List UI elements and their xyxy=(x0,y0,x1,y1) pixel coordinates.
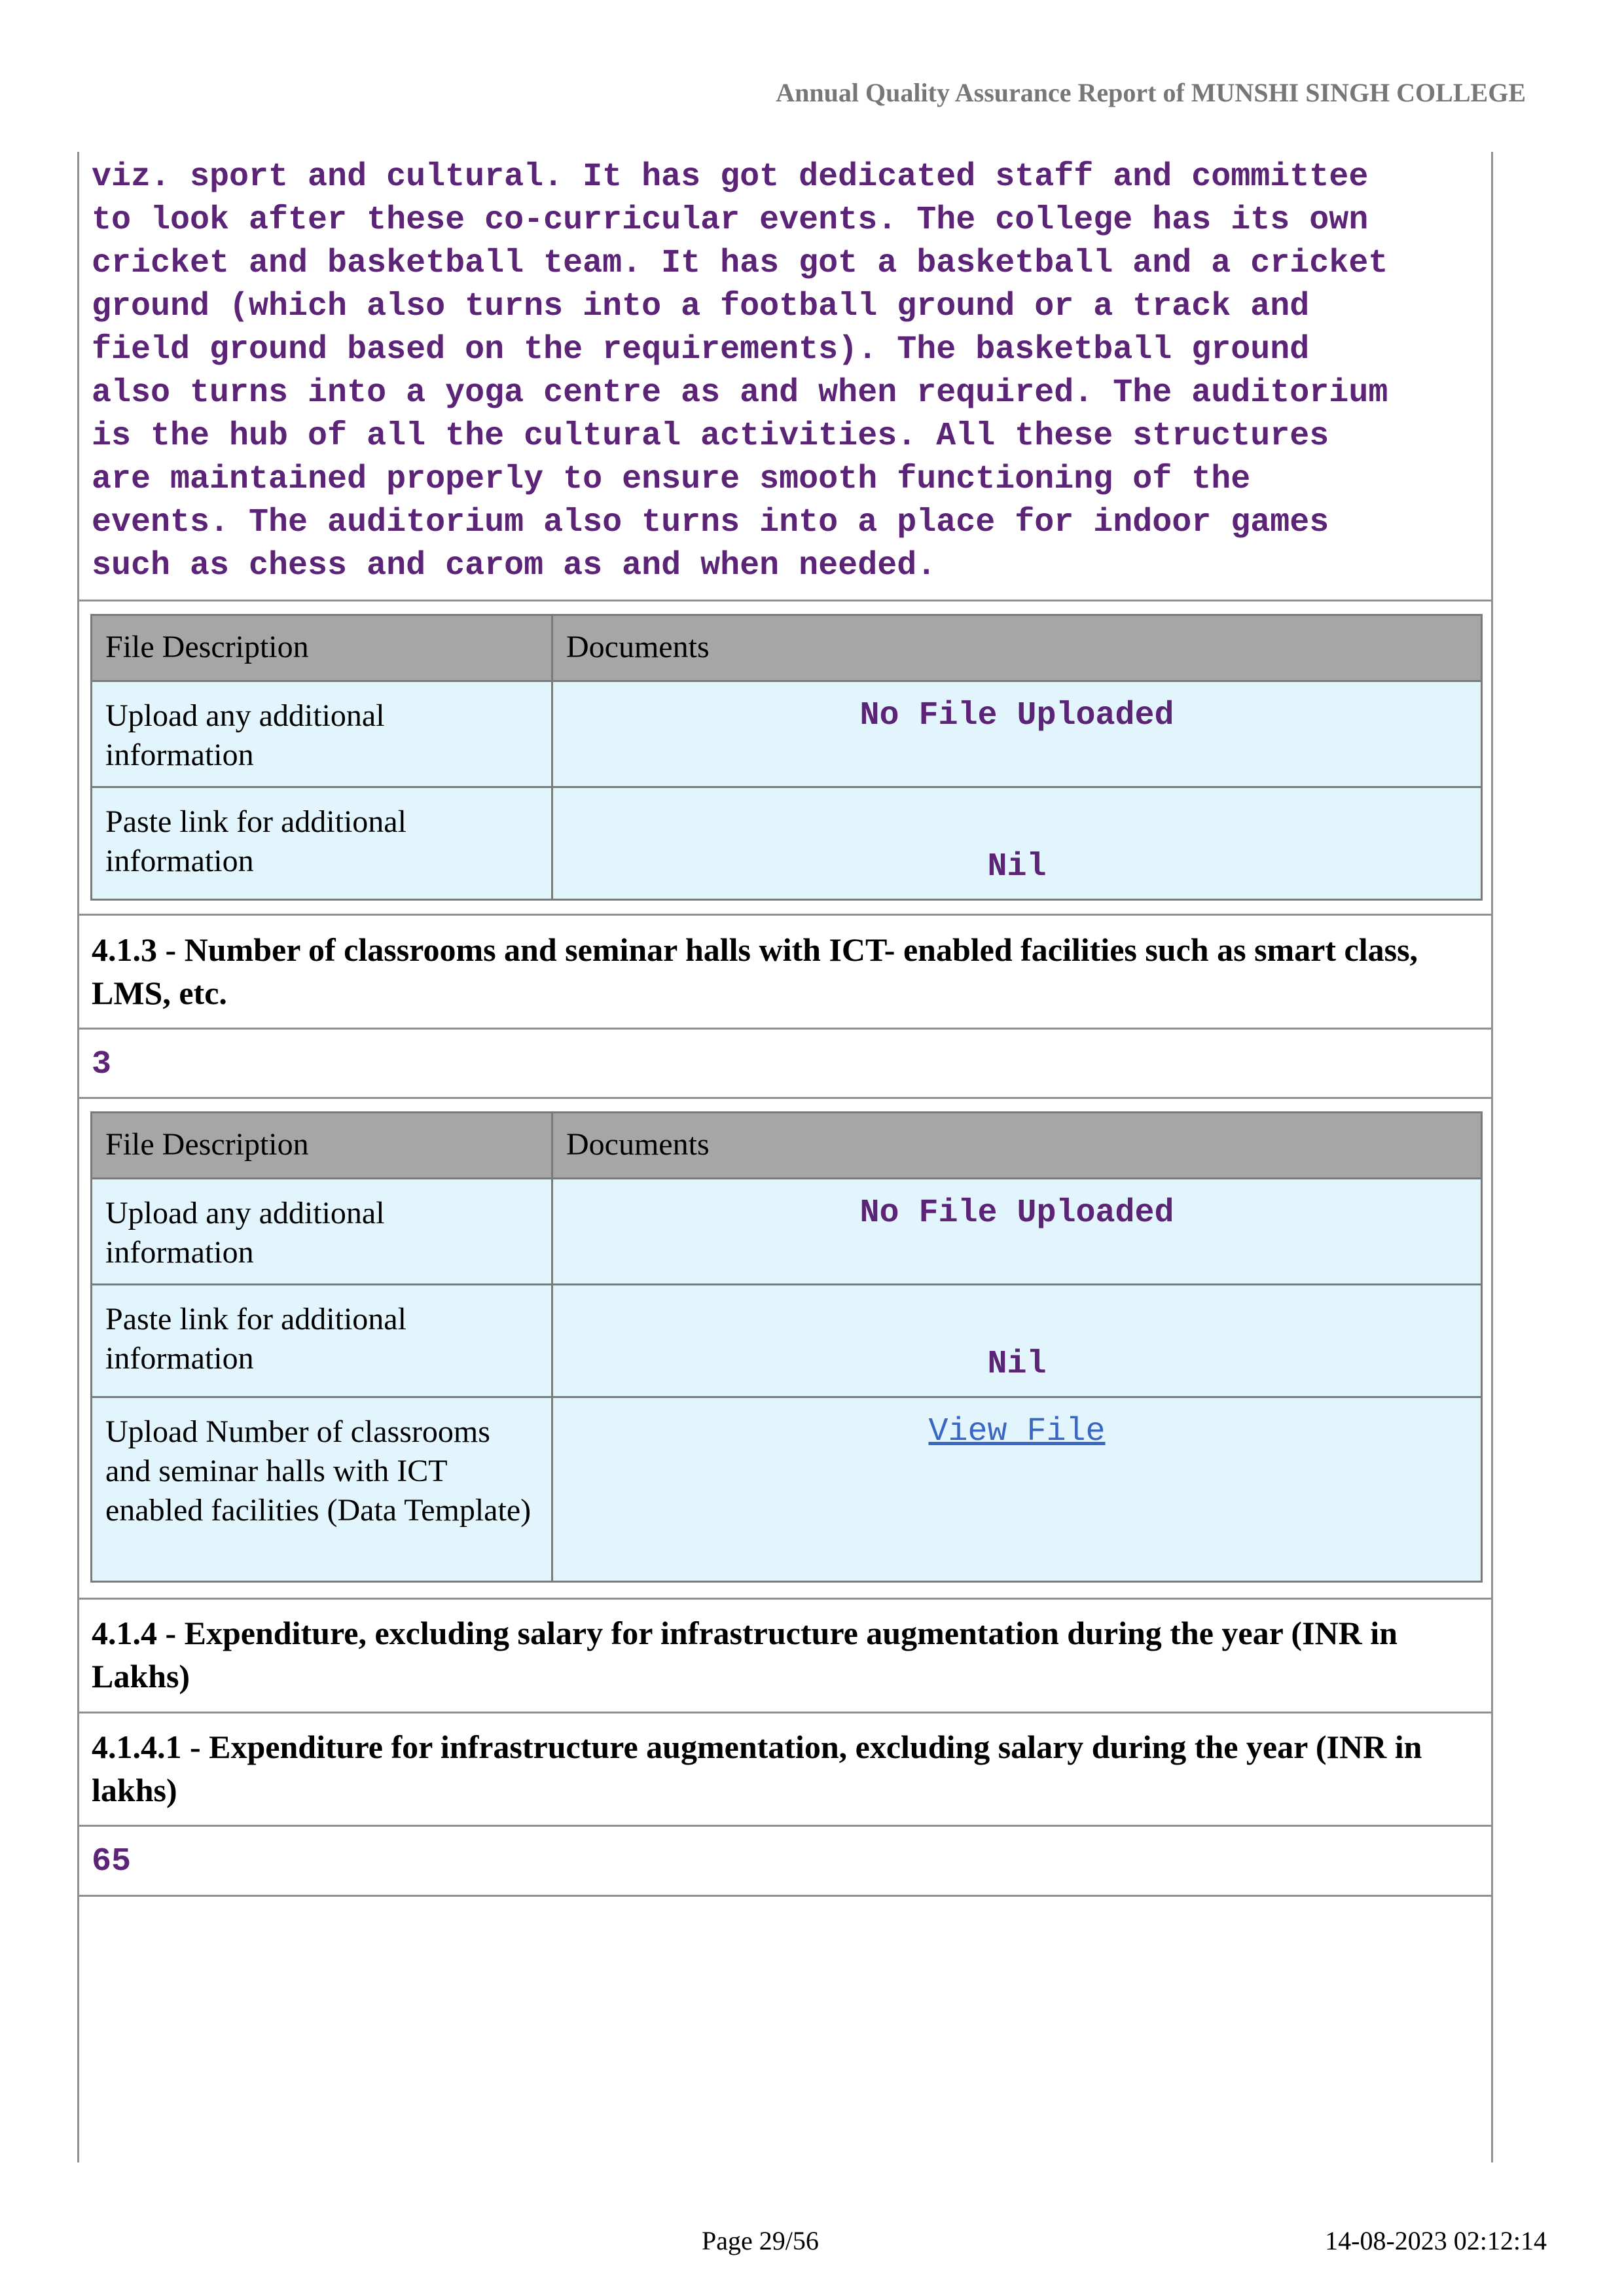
intro-paragraph: viz. sport and cultural. It has got dedicated staff and committee to look after these co-curricular events. The college has its own cricket and basketball team. It has got a basketball and a cricket ground (which also turns into a football ground or a track and field ground based on the requirements). The basketball ground also turns into a yoga centre as and when required. The auditorium is the hub of all the cultural activities. All these structures are maintained properly to ensure smooth functioning of the events. The auditorium also turns into a place for indoor games such as chess and carom as and when needed. xyxy=(92,158,1388,584)
file-description: Paste link for additional information xyxy=(92,787,552,900)
timestamp: 14-08-2023 02:12:14 xyxy=(1325,2226,1547,2255)
view-file-link[interactable]: View File xyxy=(552,1397,1482,1582)
question-4-1-4: 4.1.4 - Expenditure, excluding salary for infrastructure augmentation during the year (INR in Lakhs) xyxy=(92,1615,1398,1695)
file-description: Upload any additional information xyxy=(92,1179,552,1285)
file-table-2 xyxy=(90,1111,1483,1583)
divider xyxy=(77,1825,1493,1827)
table-row xyxy=(92,681,1482,787)
file-description: Upload any additional information xyxy=(92,681,552,787)
table-row xyxy=(92,1397,1482,1582)
col-file-description: File Description xyxy=(92,615,552,681)
divider xyxy=(77,1097,1493,1099)
divider xyxy=(77,1895,1493,1897)
table-row xyxy=(92,1285,1482,1397)
table-header-row xyxy=(92,1113,1482,1179)
document-link: Nil xyxy=(552,1285,1482,1397)
col-documents: Documents xyxy=(552,615,1482,681)
answer-4-1-4-1: 65 xyxy=(92,1843,132,1880)
col-file-description: File Description xyxy=(92,1113,552,1179)
document-link: Nil xyxy=(552,787,1482,900)
divider xyxy=(77,1598,1493,1600)
divider xyxy=(77,1028,1493,1030)
document-status: No File Uploaded xyxy=(552,681,1482,787)
file-description: Upload Number of classrooms and seminar halls with ICT enabled facilities (Data Template) xyxy=(92,1397,552,1582)
document-status: No File Uploaded xyxy=(552,1179,1482,1285)
table-header-row xyxy=(92,615,1482,681)
file-table-1 xyxy=(90,614,1483,901)
question-4-1-4-1: 4.1.4.1 - Expenditure for infrastructure augmentation, excluding salary during the year (INR in lakhs) xyxy=(92,1729,1422,1808)
page-number: Page 29/56 xyxy=(702,2226,819,2255)
answer-4-1-3: 3 xyxy=(92,1046,112,1083)
divider xyxy=(77,914,1493,916)
col-documents: Documents xyxy=(552,1113,1482,1179)
divider xyxy=(77,1712,1493,1713)
file-description: Paste link for additional information xyxy=(92,1285,552,1397)
table-row xyxy=(92,787,1482,900)
divider xyxy=(77,600,1493,601)
report-header: Annual Quality Assurance Report of MUNSHI SINGH COLLEGE xyxy=(776,78,1526,107)
question-4-1-3: 4.1.3 - Number of classrooms and seminar halls with ICT- enabled facilities such as smart class, LMS, etc. xyxy=(92,931,1418,1011)
table-row xyxy=(92,1179,1482,1285)
